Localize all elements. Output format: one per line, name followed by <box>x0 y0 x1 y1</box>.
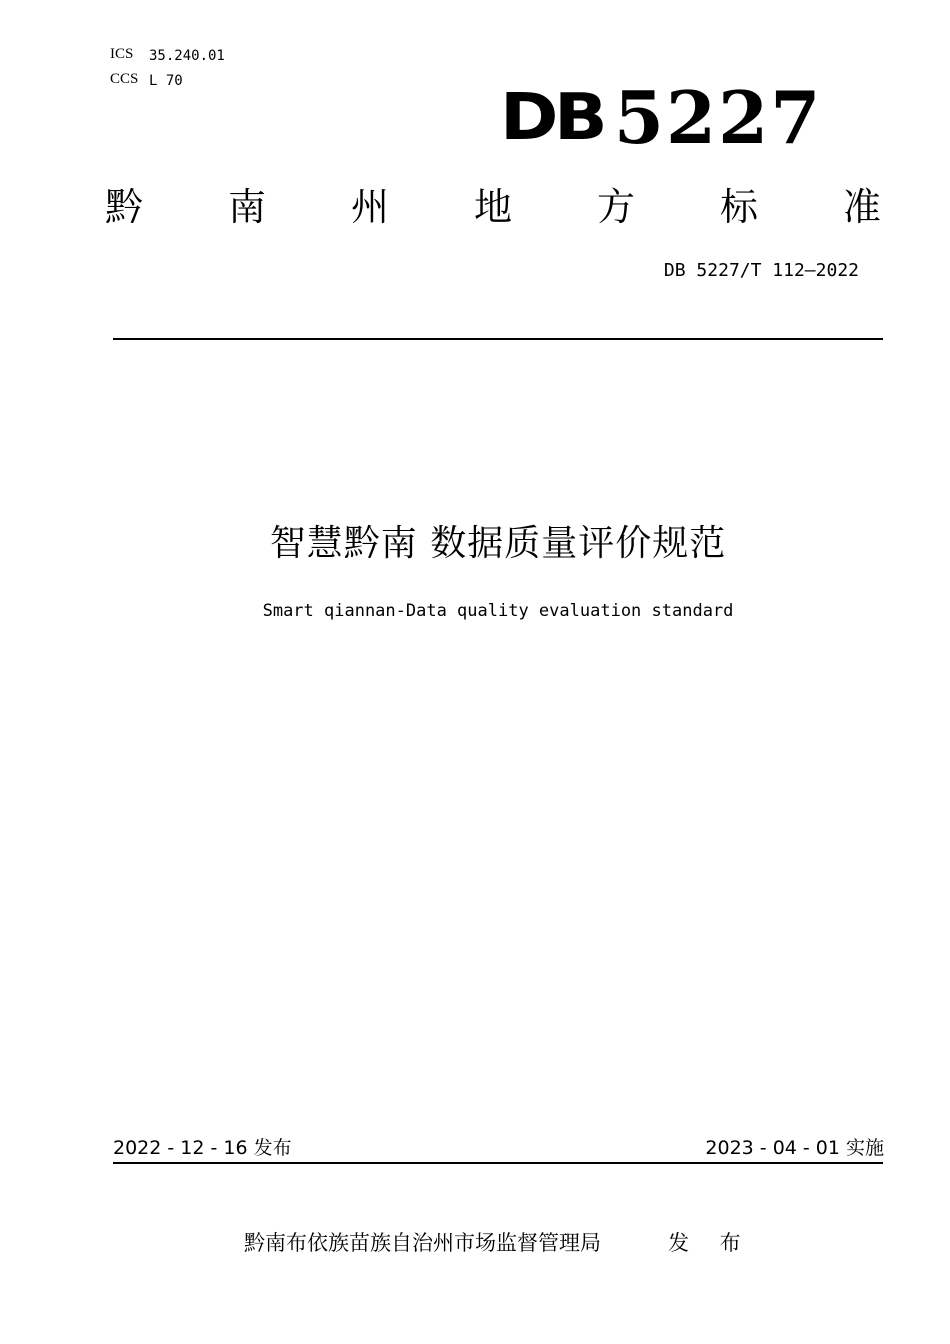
issue-date <box>113 1133 292 1160</box>
standard-type-char: 州 <box>350 185 389 229</box>
implementation-date-label: 实施 <box>845 1137 884 1159</box>
issue-date-label: 发布 <box>253 1137 292 1159</box>
standard-type-heading <box>103 182 883 232</box>
ics-label: ICS <box>110 46 134 62</box>
standard-type-char: 标 <box>719 185 758 229</box>
db-standard-logo <box>500 75 823 160</box>
bottom-divider <box>113 1162 883 1164</box>
ccs-label: CCS <box>110 71 139 87</box>
standard-type-char: 地 <box>473 185 512 229</box>
implementation-date <box>705 1133 884 1160</box>
ics-value: 35.240.01 <box>149 48 225 64</box>
publisher-name: 黔南布依族苗族自治州市场监督管理局 <box>244 1231 601 1255</box>
document-title-english: Smart qiannan-Data quality evaluation standard <box>262 601 734 621</box>
top-divider <box>113 338 883 340</box>
logo-number: 5227 <box>613 75 823 160</box>
issue-date-value: 2022 - 12 - 16 <box>113 1137 248 1159</box>
standard-type-char: 方 <box>596 185 635 229</box>
publish-label: 发 布 <box>668 1231 753 1255</box>
document-title-chinese: 智慧黔南 数据质量评价规范 <box>269 523 727 564</box>
standard-type-char: 南 <box>227 185 266 229</box>
ccs-value: L 70 <box>149 73 183 89</box>
implementation-date-value: 2023 - 04 - 01 <box>705 1137 840 1159</box>
standard-type-char: 黔 <box>104 185 143 229</box>
logo-prefix: DB <box>500 81 604 155</box>
standard-type-char: 准 <box>842 185 881 229</box>
standard-code: DB 5227/T 112—2022 <box>663 260 859 281</box>
